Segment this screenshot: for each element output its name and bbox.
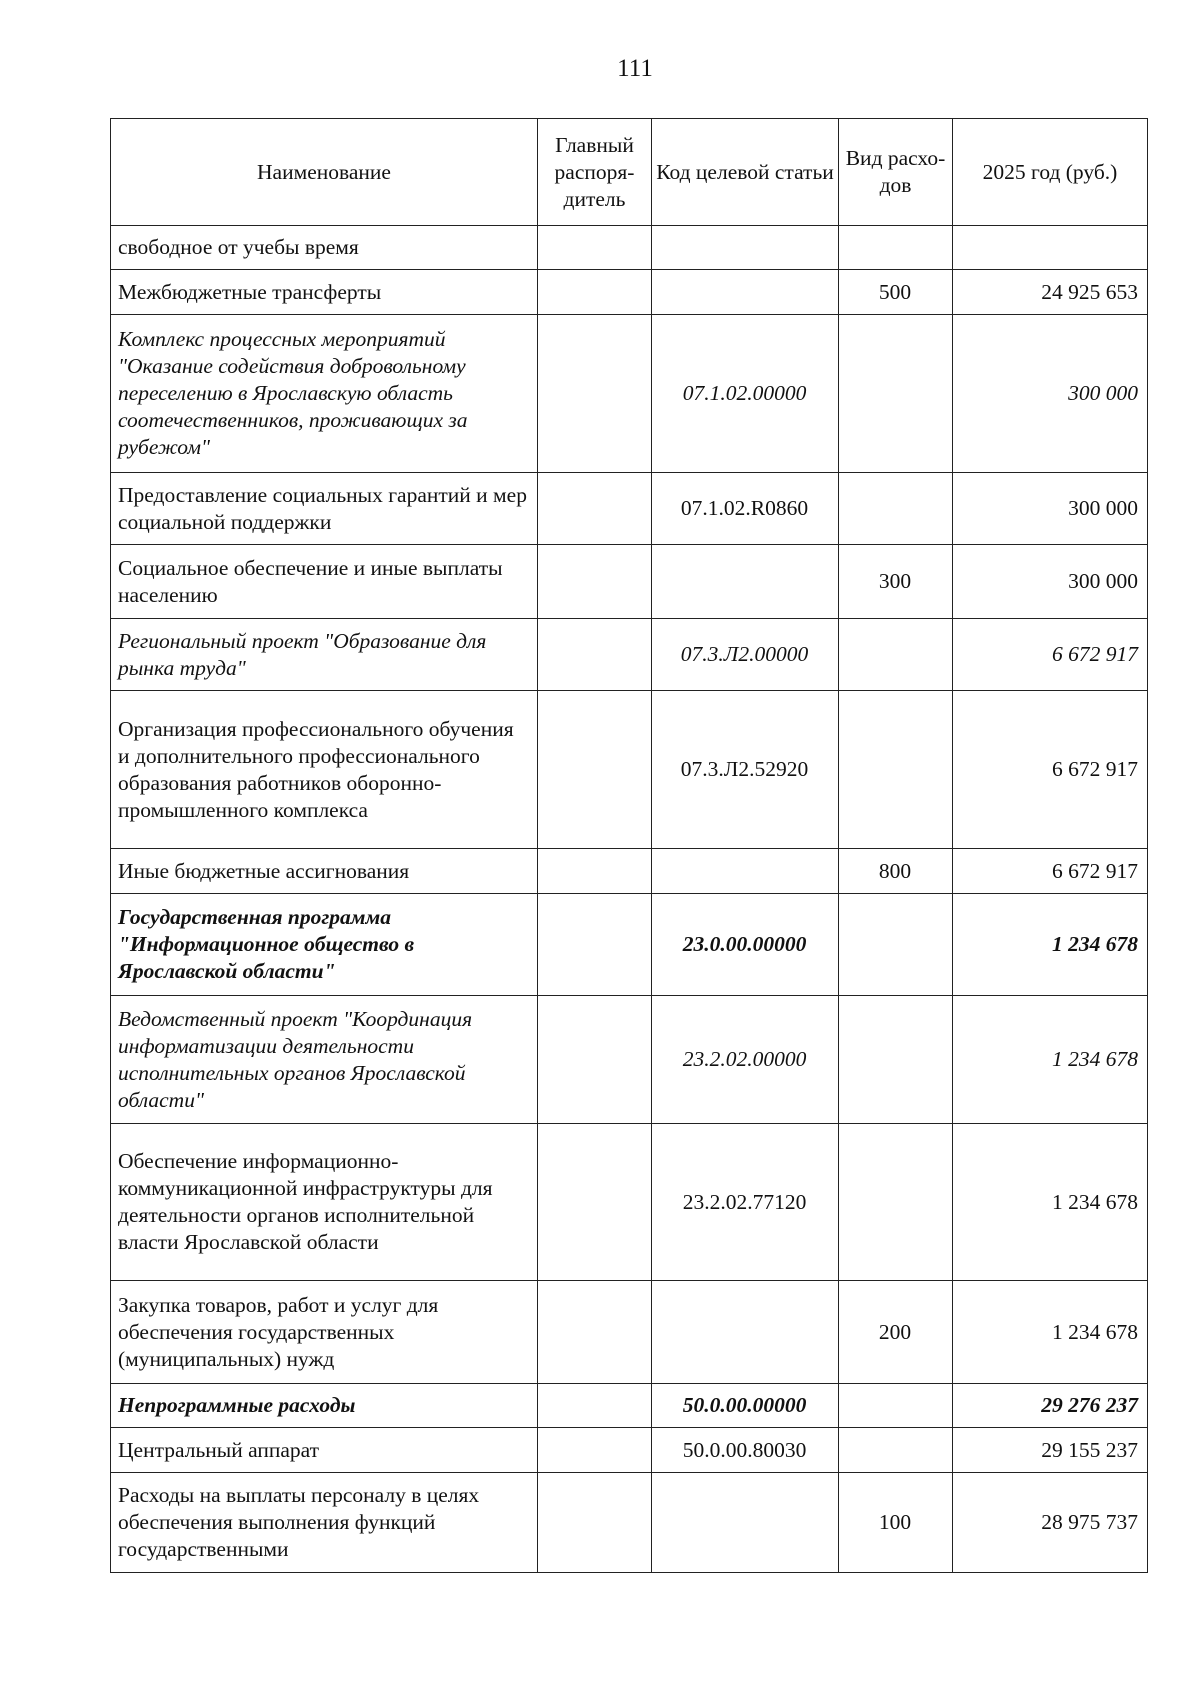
row-name: Обеспечение информационно-коммуникационной инфраструктуры для деятельности органов исполнительной власти Ярославской области [111,1124,538,1281]
row-sum: 1 234 678 [953,1281,1148,1384]
row-type: 500 [839,270,953,315]
row-type [839,1124,953,1281]
row-admin [538,1473,652,1573]
row-type: 200 [839,1281,953,1384]
row-sum: 6 672 917 [953,619,1148,691]
row-code: 23.0.00.00000 [652,894,839,996]
row-name: Ведомственный проект "Координация информатизации деятельности исполнительных органов Ярославской области" [111,996,538,1124]
row-code [652,545,839,619]
row-type [839,894,953,996]
row-sum: 24 925 653 [953,270,1148,315]
row-admin [538,894,652,996]
row-sum: 1 234 678 [953,996,1148,1124]
table-row [111,619,1148,691]
row-code: 23.2.02.77120 [652,1124,839,1281]
row-sum: 29 155 237 [953,1428,1148,1473]
row-sum: 6 672 917 [953,691,1148,849]
row-type [839,1428,953,1473]
row-type: 800 [839,849,953,894]
row-name: Социальное обеспечение и иные выплаты населению [111,545,538,619]
row-type [839,315,953,473]
table-row [111,849,1148,894]
row-code: 07.1.02.R0860 [652,473,839,545]
table-row [111,691,1148,849]
header-name: Наименование [111,119,538,226]
row-type [839,473,953,545]
table-row [111,1473,1148,1573]
table-row [111,1428,1148,1473]
row-admin [538,270,652,315]
row-code [652,270,839,315]
row-admin [538,1124,652,1281]
row-sum: 6 672 917 [953,849,1148,894]
row-admin [538,315,652,473]
header-admin: Главный распоря-дитель [538,119,652,226]
row-admin [538,226,652,270]
row-type [839,226,953,270]
row-code: 07.3.Л2.00000 [652,619,839,691]
row-admin [538,1428,652,1473]
row-name: Центральный аппарат [111,1428,538,1473]
row-name: Иные бюджетные ассигнования [111,849,538,894]
row-code [652,849,839,894]
row-admin [538,619,652,691]
row-type [839,619,953,691]
row-sum: 1 234 678 [953,1124,1148,1281]
row-admin [538,996,652,1124]
row-type: 300 [839,545,953,619]
table-row [111,270,1148,315]
row-code: 07.3.Л2.52920 [652,691,839,849]
table-header-row [111,119,1148,226]
row-type [839,1384,953,1428]
row-code: 23.2.02.00000 [652,996,839,1124]
row-type [839,691,953,849]
row-admin [538,545,652,619]
row-name: Непрограммные расходы [111,1384,538,1428]
budget-table [110,118,1148,1573]
row-code: 50.0.00.00000 [652,1384,839,1428]
table-row [111,894,1148,996]
row-name: Региональный проект "Образование для рынка труда" [111,619,538,691]
row-name: Предоставление социальных гарантий и мер социальной поддержки [111,473,538,545]
row-name: Государственная программа "Информационное общество в Ярославской области" [111,894,538,996]
table-row [111,1384,1148,1428]
row-sum: 1 234 678 [953,894,1148,996]
row-admin [538,849,652,894]
header-sum: 2025 год (руб.) [953,119,1148,226]
row-admin [538,1384,652,1428]
row-code: 07.1.02.00000 [652,315,839,473]
row-name: свободное от учебы время [111,226,538,270]
row-sum: 300 000 [953,545,1148,619]
row-name: Комплекс процессных мероприятий "Оказание содействия добровольному переселению в Ярославскую область соотечественников, проживающих за рубежом" [111,315,538,473]
table-row [111,996,1148,1124]
table-row [111,315,1148,473]
table-row [111,473,1148,545]
header-type: Вид расхо-дов [839,119,953,226]
table-row [111,545,1148,619]
row-sum: 300 000 [953,315,1148,473]
row-name: Организация профессионального обучения и дополнительного профессионального образования работников оборонно-промышленного комплекса [111,691,538,849]
row-code [652,1281,839,1384]
row-sum: 29 276 237 [953,1384,1148,1428]
row-code: 50.0.00.80030 [652,1428,839,1473]
row-type [839,996,953,1124]
row-sum [953,226,1148,270]
row-name: Расходы на выплаты персоналу в целях обеспечения выполнения функций государственными [111,1473,538,1573]
row-sum: 300 000 [953,473,1148,545]
row-admin [538,1281,652,1384]
page-number: 111 [617,55,653,82]
row-admin [538,473,652,545]
row-admin [538,691,652,849]
table-row [111,1281,1148,1384]
row-code [652,226,839,270]
row-code [652,1473,839,1573]
row-type: 100 [839,1473,953,1573]
table-row [111,1124,1148,1281]
row-name: Закупка товаров, работ и услуг для обеспечения государственных (муниципальных) нужд [111,1281,538,1384]
header-code: Код целевой статьи [652,119,839,226]
row-name: Межбюджетные трансферты [111,270,538,315]
table-row [111,226,1148,270]
row-sum: 28 975 737 [953,1473,1148,1573]
